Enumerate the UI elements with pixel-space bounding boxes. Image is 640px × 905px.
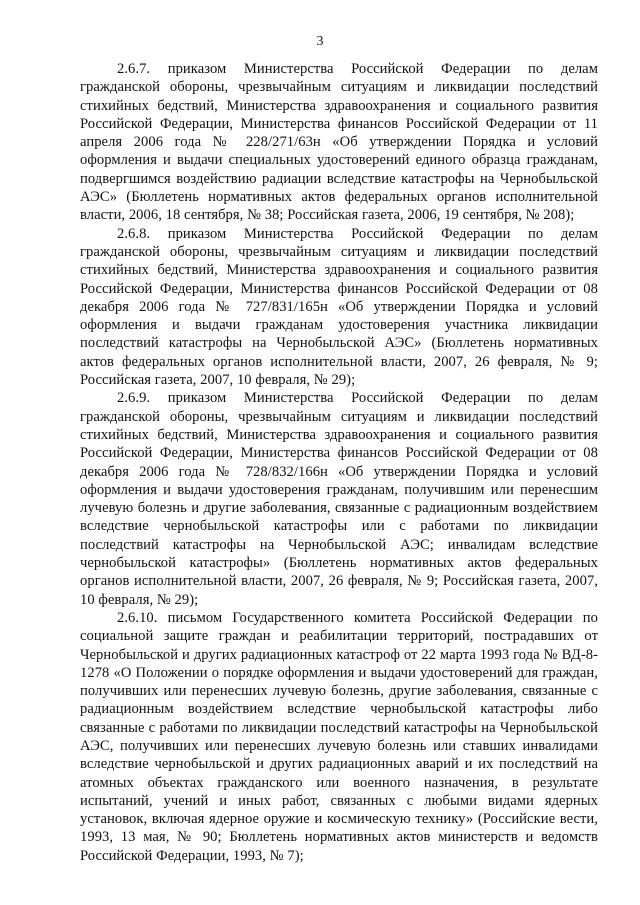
paragraph-2-6-7: 2.6.7. приказом Министерства Российской Федерации по делам гражданской обороны, чрезвычайным ситуациям и ликвидации последствий стихийных бедствий, Министерства здравоохранения и социального развития Российской Федерации, Министерства финансов Российской Федерации от 11 апреля 2006 года № 228/271/63н «Об утверждении Порядка и условий оформления и выдачи специальных удостоверений единого образца гражданам, подвергшимся воздействию радиации вследствие катастрофы на Чернобыльской АЭС» (Бюллетень нормативных актов федеральных органов исполнительной власти, 2006, 18 сентября, № 38; Российская газета, 2006, 19 сентября, № 208); bbox=[80, 61, 598, 224]
page-number: 3 bbox=[316, 34, 324, 49]
document-body bbox=[80, 60, 598, 865]
paragraph-2-6-9: 2.6.9. приказом Министерства Российской Федерации по делам гражданской обороны, чрезвычайным ситуациям и ликвидации последствий стихийных бедствий, Министерства здравоохранения и социального развития Российской Федерации, Министерства финансов Российской Федерации от 08 декабря 2006 года № 728/832/166н «Об утверждении Порядка и условий оформления и выдачи удостоверения гражданам, получившим или перенесшим лучевую болезнь и другие заболевания, связанные с радиационным воздействием вследствие чернобыльской катастрофы или с работами по ликвидации последствий катастрофы на Чернобыльской АЭС; инвалидам вследствие чернобыльской катастрофы» (Бюллетень нормативных актов федеральных органов исполнительной власти, 2007, 26 февраля, № 9; Российская газета, 2007, 10 февраля, № 29); bbox=[80, 390, 598, 608]
paragraph-2-6-8: 2.6.8. приказом Министерства Российской Федерации по делам гражданской обороны, чрезвычайным ситуациям и ликвидации последствий стихийных бедствий, Министерства здравоохранения и социального развития Российской Федерации, Министерства финансов Российской Федерации от 08 декабря 2006 года № 727/831/165н «Об утверждении Порядка и условий оформления и выдачи гражданам удостоверения участника ликвидации последствий катастрофы на Чернобыльской АЭС» (Бюллетень нормативных актов федеральных органов исполнительной власти, 2007, 26 февраля, № 9; Российская газета, 2007, 10 февраля, № 29); bbox=[80, 225, 598, 389]
paragraph-2-6-10: 2.6.10. письмом Государственного комитета Российской Федерации по социальной защите граждан и реабилитации территорий, пострадавших от Чернобыльской и других радиационных катастроф от 22 марта 1993 года № ВД-8-1278 «О Положении о порядке оформления и выдачи удостоверений для граждан, получивших или перенесших лучевую болезнь, другие заболевания, связанные с радиационным воздействием вследствие чернобыльской катастрофы либо связанные с работами по ликвидации последствий катастрофы на Чернобыльской АЭС, получивших или перенесших лучевую болезнь или ставших инвалидами вследствие чернобыльской и других радиационных аварий и их последствий на атомных объектах гражданского или военного назначения, в результате испытаний, учений и иных работ, связанных с любыми видами ядерных установок, включая ядерное оружие и космическую технику» (Российские вести, 1993, 13 мая, № 90; Бюллетень нормативных актов министерств и ведомств Российской Федерации, 1993, № 7); bbox=[80, 609, 598, 864]
